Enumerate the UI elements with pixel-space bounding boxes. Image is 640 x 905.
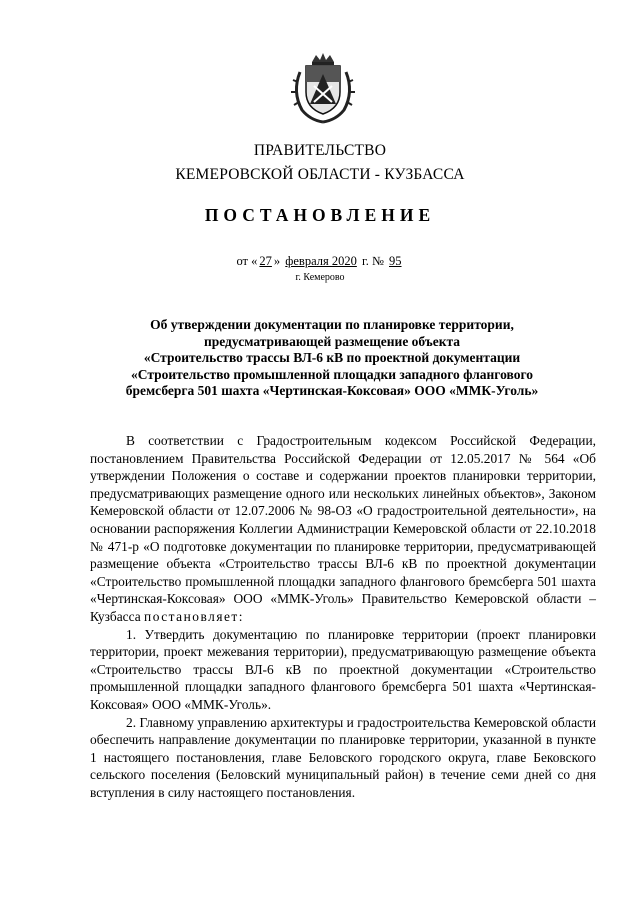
document-body bbox=[90, 432, 596, 801]
title-line: Об утверждении документации по планировке территории, bbox=[150, 317, 514, 332]
title-line: «Строительство трассы ВЛ-6 кВ по проектной документации bbox=[143, 350, 521, 365]
coat-of-arms-emblem bbox=[290, 52, 356, 124]
item-2-paragraph: 2. Главному управлению архитектуры и градостроительства Кемеровской области обеспечить направление документации по планировке территории, указанной в пункте 1 настоящего постановления, главе Беловского городского округа, главе Бековского сельского поселения (Беловский муниципальный район) в течение семи дней со дня вступления в силу настоящего постановления. bbox=[90, 714, 596, 800]
preamble-text: В соответствии с Градостроительным кодексом Российской Федерации, постановлением Правительства Российской Федерации от 12.05.2017 № 564 «Об утверждении Положения о составе и содержании проектов планировки территории, предусматривающих размещение одного или нескольких линейных объектов», Законом Кемеровской области от 12.07.2006 № 98-ОЗ «О градостроительной деятельности», на основании распоряжения Коллегии Администрации Кемеровской области от 22.10.2018 № 471-р «О подготовке документации по планировке территории, предусматривающей размещение объекта «Строительство трассы ВЛ-6 кВ по проектной документации «Строительство промышленной площадки западного флангового бремсберга 501 шахта «Чертинская-Коксовая» ООО «ММК-Уголь» Правительство Кемеровской области – Кузбасса bbox=[90, 433, 596, 624]
date-prefix: от « bbox=[236, 254, 258, 268]
preamble-paragraph bbox=[90, 432, 596, 626]
document-type-title: ПОСТАНОВЛЕНИЕ bbox=[204, 205, 436, 225]
title-line: «Строительство промышленной площадки западного флангового bbox=[131, 366, 533, 382]
date-day-close: » bbox=[273, 254, 281, 268]
item-1-paragraph: 1. Утвердить документацию по планировке территории (проект планировки территории, проект межевания территории), предусматривающую размещение объекта «Строительство трассы ВЛ-6 кВ по проектной документации «Строительство промышленной площадки западного флангового бремсберга 501 шахта «Чертинская-Коксовая» ООО «ММК-Уголь». bbox=[90, 626, 596, 712]
resolves-word: постановляет: bbox=[144, 608, 244, 624]
document-number: 95 bbox=[389, 254, 402, 268]
document-date-line bbox=[0, 254, 640, 269]
document-title bbox=[88, 317, 576, 400]
city-label: г. Кемерово bbox=[295, 272, 345, 283]
title-line: бремсберга 501 шахта «Чертинская-Коксовая» ООО «ММК-Уголь» bbox=[125, 383, 539, 398]
government-name-line1: ПРАВИТЕЛЬСТВО bbox=[253, 142, 387, 159]
number-prefix: № bbox=[371, 254, 384, 268]
government-name-line2: КЕМЕРОВСКОЙ ОБЛАСТИ - КУЗБАССА bbox=[175, 166, 465, 183]
date-month-year: февраля 2020 bbox=[285, 254, 357, 268]
title-line: предусматривающей размещение объекта bbox=[203, 333, 461, 349]
date-year-suffix: г. bbox=[361, 254, 369, 268]
date-day: 27 bbox=[259, 254, 272, 268]
